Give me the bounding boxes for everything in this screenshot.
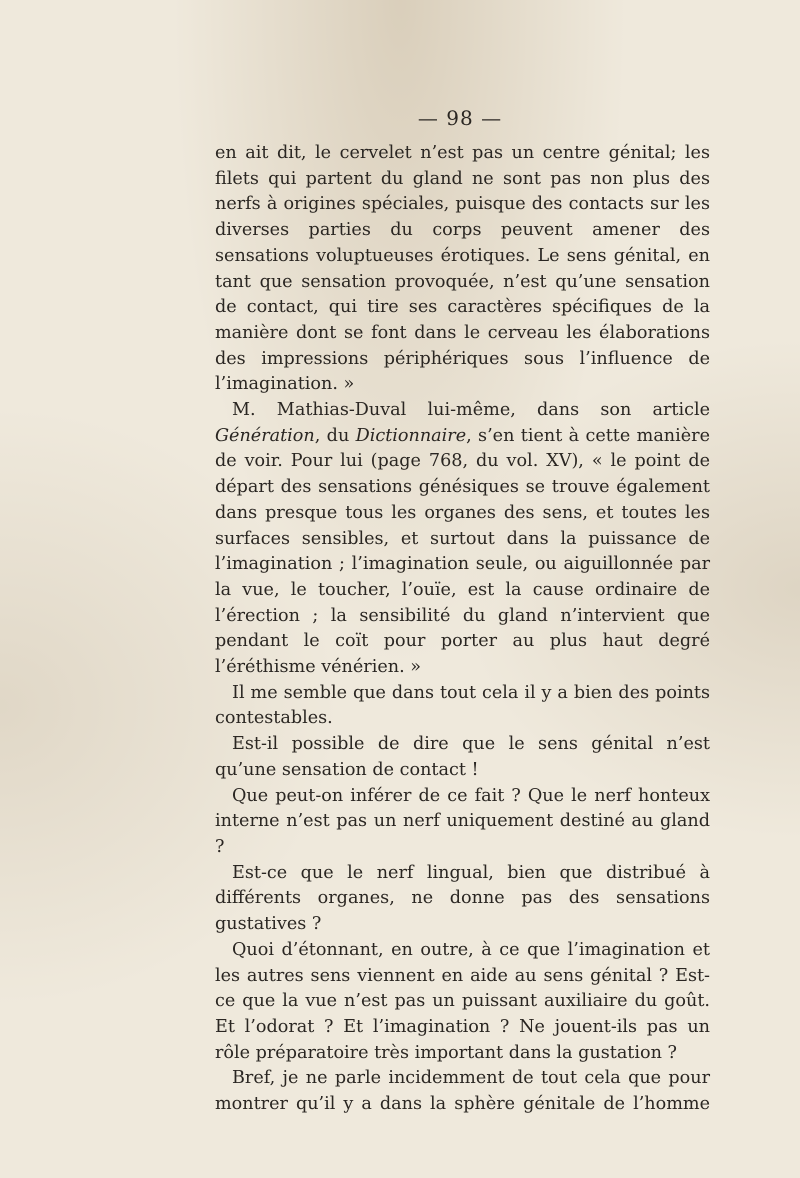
italic-title: Dictionnaire: [355, 425, 467, 446]
paragraph: Il me semble que dans tout cela il y a bien des points contestables.: [215, 682, 710, 729]
paragraph: Quoi d’étonnant, en outre, à ce que l’imagination et les autres sens viennent en aide au sens génital ? Est-ce que la vue n’est pas un puissant auxiliaire du goût. Et l’odorat ? Et l’imagination ? Ne jouent-ils pas un rôle préparatoire très important dans la gustation ?: [215, 939, 710, 1063]
page-number: — 98 —: [417, 106, 503, 130]
paragraph: [215, 398, 710, 681]
body-text: [215, 141, 710, 1118]
paragraph-text: , du: [314, 425, 356, 446]
italic-title: Génération: [215, 425, 315, 446]
paragraph: Que peut-on inférer de ce fait ? Que le nerf honteux interne n’est pas un nerf uniquement destiné au gland ?: [215, 785, 710, 857]
paragraph: Bref, je ne parle incidemment de tout cela que pour montrer qu’il y a dans la sphère génitale de l’homme: [215, 1068, 710, 1115]
paragraph: Est-il possible de dire que le sens génital n’est qu’une sensation de contact !: [215, 734, 710, 780]
paragraph: en ait dit, le cervelet n’est pas un centre génital; les filets qui partent du gland ne sont pas non plus des nerfs à origines spéciales, puisque des contacts sur les diverses parties du corps peuvent amener des sensations voluptueuses érotiques. Le sens génital, en tant que sensation provoquée, n’est qu’une sensation de contact, qui tire ses caractères spécifiques de la manière dont se font dans le cerveau les élaborations des impressions périphériques sous l’influence de l’imagination. »: [215, 143, 710, 395]
paragraph: Est-ce que le nerf lingual, bien que distribué à différents organes, ne donne pas des sensations gustatives ?: [215, 862, 710, 935]
paragraph-text: , s’en tient à cette manière de voir. Pour lui (page 768, du vol. XV), « le point de départ des sensations génésiques se trouve également dans presque tous les organes des sens, et toutes les surfaces sensibles, et surtout dans la puissance de l’imagination ; l’imagination seule, ou aiguillonnée par la vue, le toucher, l’ouïe, est la cause ordinaire de l’érection ; la sensibilité du gland n’intervient que pendant le coït pour porter au plus haut degré l’éréthisme vénérien. »: [215, 425, 710, 678]
paragraph-text: M. Mathias-Duval lui-même, dans son article: [232, 400, 710, 421]
